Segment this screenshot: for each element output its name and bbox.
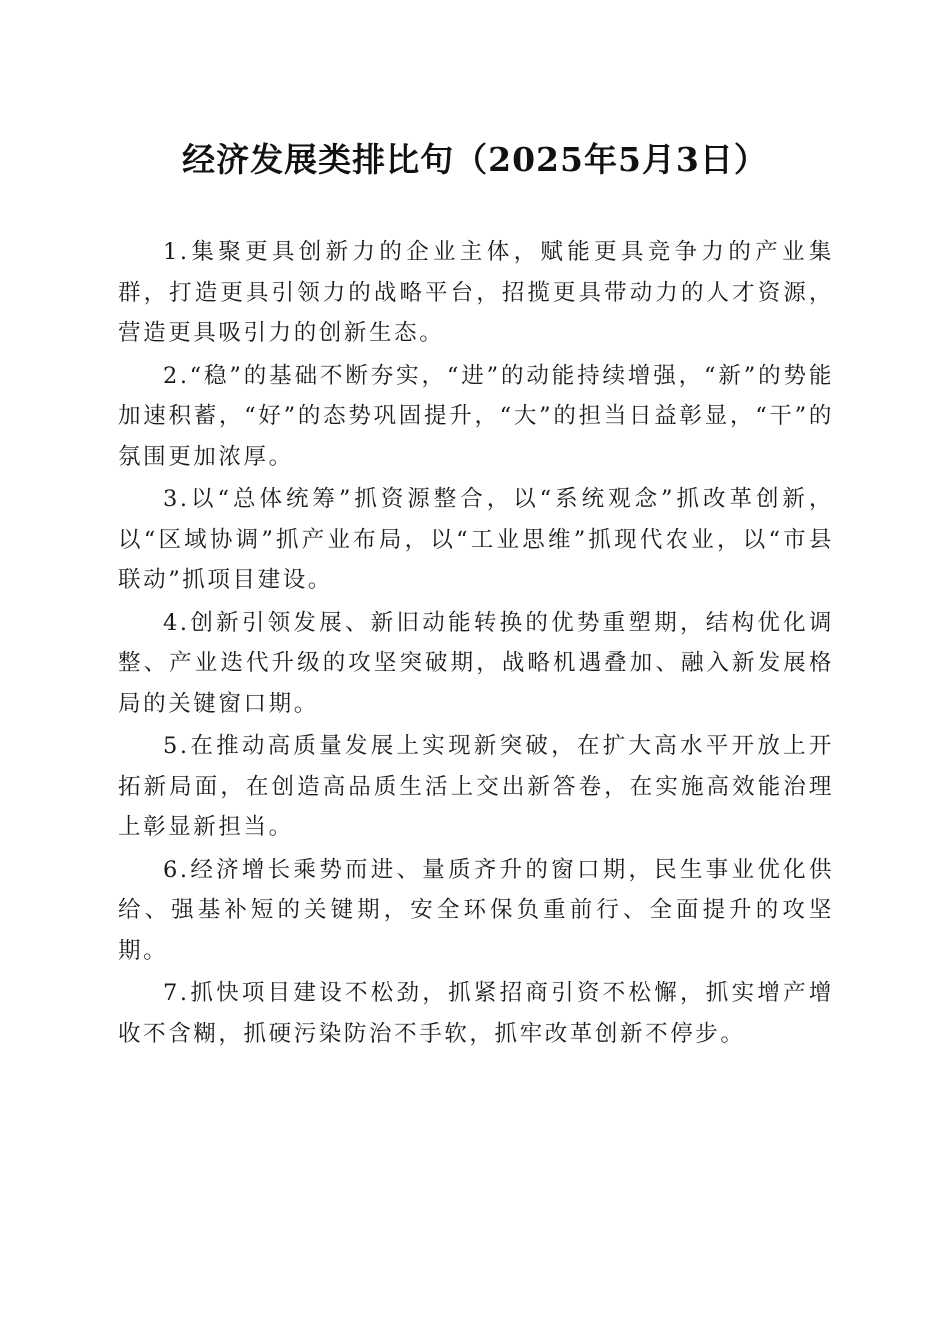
paragraph-3: 3.以“总体统筹”抓资源整合，以“系统观念”抓改革创新，以“区域协调”抓产业布局，以“工业思维”抓现代农业，以“市县联动”抓项目建设。 xyxy=(118,486,834,593)
document-title: 经济发展类排比句（2025年5月3日） xyxy=(182,140,768,179)
paragraph-2: 2.“稳”的基础不断夯实，“进”的动能持续增强，“新”的势能加速积蓄，“好”的态势巩固提升，“大”的担当日益彰显，“干”的氛围更加浓厚。 xyxy=(118,362,834,470)
paragraph-1: 1.集聚更具创新力的企业主体，赋能更具竞争力的产业集群，打造更具引领力的战略平台，招揽更具带动力的人才资源，营造更具吸引力的创新生态。 xyxy=(118,239,834,346)
paragraph-7: 7.抓快项目建设不松劲，抓紧招商引资不松懈，抓实增产增收不含糊，抓硬污染防治不手软，抓牢改革创新不停步。 xyxy=(118,980,834,1047)
document-body xyxy=(118,232,834,1056)
paragraph-5: 5.在推动高质量发展上实现新突破，在扩大高水平开放上开拓新局面，在创造高品质生活上交出新答卷，在实施高效能治理上彰显新担当。 xyxy=(118,733,834,840)
paragraph-6: 6.经济增长乘势而进、量质齐升的窗口期，民生事业优化供给、强基补短的关键期，安全环保负重前行、全面提升的攻坚期。 xyxy=(118,856,834,964)
paragraph-4: 4.创新引领发展、新旧动能转换的优势重塑期，结构优化调整、产业迭代升级的攻坚突破期，战略机遇叠加、融入新发展格局的关键窗口期。 xyxy=(118,609,834,717)
